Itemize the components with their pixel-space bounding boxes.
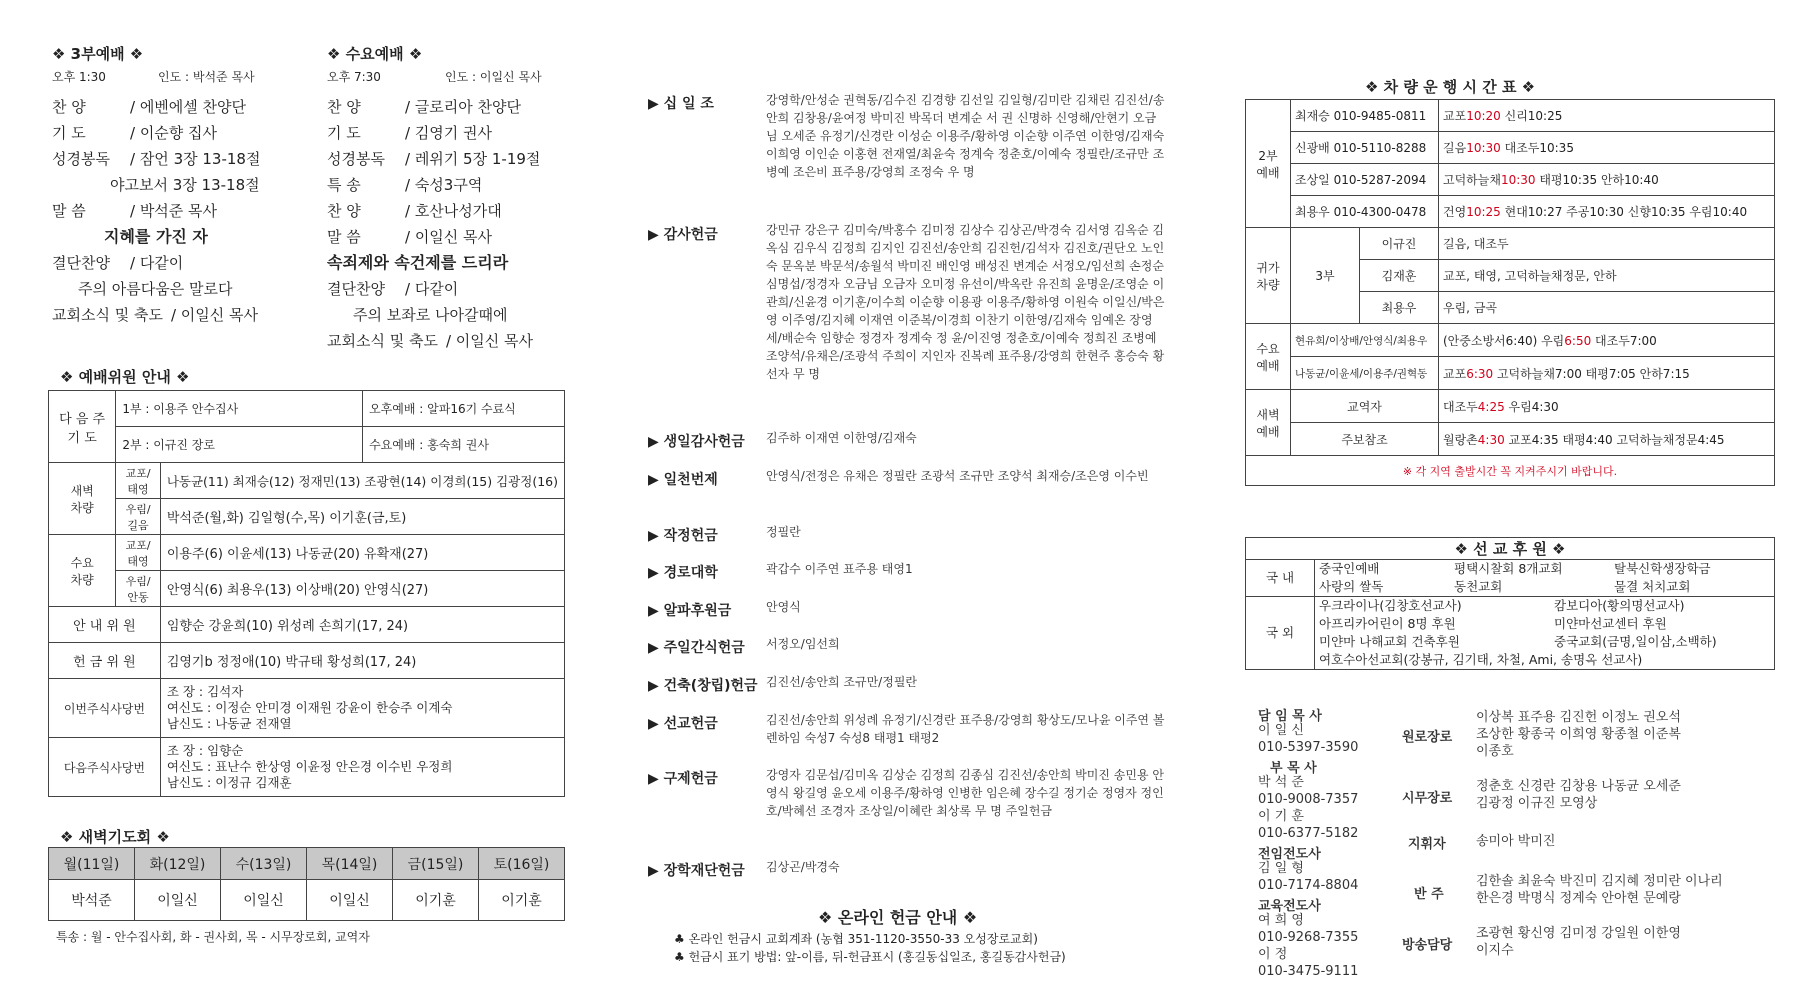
next-week-prayer-1: 1부 : 이용주 안수집사: [116, 391, 363, 427]
wednesday-item: 말 씀 / 이일신 목사: [327, 228, 493, 246]
wednesday-closing-song: 주의 보좌로 나아갈때에: [353, 306, 508, 324]
volunteers-title: ❖ 예배위원 안내 ❖: [60, 368, 190, 386]
worker-names: 송미아 박미진: [1476, 834, 1556, 849]
wednesday-sermon-title: 속죄제와 속건제를 드리라: [327, 253, 509, 272]
offering-label: ▶ 장학재단헌금: [648, 863, 745, 879]
bus-driver: 현유희/이상배/안영식/최용우: [1291, 324, 1439, 357]
dawn-prayer-title: ❖ 새벽기도회 ❖: [60, 828, 170, 846]
service3-item: 성경봉독 / 잠언 3장 13-18절: [52, 150, 261, 168]
bus-driver: 최재승 010-9485-0811: [1291, 100, 1439, 132]
staff-title: 교육전도사: [1258, 899, 1321, 914]
bus-route: (안중소방서6:40) 우림6:50 대조두7:00: [1439, 324, 1775, 357]
wed-vehicle-route: 우림/안동: [116, 571, 161, 607]
service3-closing: 결단찬양 / 다같이: [52, 254, 184, 272]
offering-names: 강영자 김문섭/김미옥 김상순 김정희 김종심 김진선/송안희 박미진 송민용 안영식 왕길영 윤오세 이용주/황하영 인병한 임은혜 장수길 정기순 정영자 정인호/박혜선 조경자 조상일/이혜란 최상록 무 명 주일헌금: [766, 768, 1164, 818]
dawn-preacher: 이일신: [135, 880, 221, 921]
online-offering-title: ❖ 온라인 헌금 안내 ❖: [818, 908, 978, 927]
wednesday-time: 오후 7:30: [327, 70, 381, 84]
bus-driver: 최용우: [1360, 292, 1439, 324]
offering-names: 강민규 강은구 김미숙/박홍수 김미정 김상수 김상곤/박경숙 김서영 김옥순 김옥심 김우식 김정희 김지인 김진선/송안희 김진헌/김석자 김진호/권단오 노인숙 문옥분 박문석/송월석 박미진 배인영 배성진 변계순 서정오/임선희 손정순 심명섭/정경자 오금님 오금자 오미정 유선이/박옥란 유진희 윤명운/조영순 이관희/신윤경 이기훈/이수희 이순향 이용광 이용주/황하영 이원숙 이일신/박은영 이주영/김지혜 이재연 이준복/이경희 이찬기 이한영/김재숙 임예온 장영세/배순숙 임향순 정경자 정계숙 정 윤/이진영 정춘호/이예숙 정희진 조병예 조양석/유채은/조광석 주희이 지인자 진복례 표주용/강영희 한현주 홍승숙 황선자 무 명: [766, 223, 1165, 381]
offering-label: ▶ 일천번제: [648, 472, 718, 488]
bus-2nd-service-label: 2부 예배: [1246, 100, 1291, 228]
bus-route: 우림, 금곡: [1439, 292, 1775, 324]
bus-driver: 주보참조: [1291, 423, 1439, 456]
dawn-preacher: 박석준: [49, 880, 135, 921]
offering-label: ▶ 십 일 조: [648, 96, 714, 112]
staff-name: 이 기 훈: [1258, 809, 1304, 824]
staff-name: 여 희 영: [1258, 913, 1304, 928]
service3-leader: 인도 : 박석준 목사: [158, 70, 255, 84]
bus-route: 월랑촌4:30 교포4:35 태평4:40 고덕하늘채정문4:45: [1439, 423, 1775, 456]
service3-sermon-title: 지혜를 가진 자: [104, 227, 208, 246]
staff-title: 부 목 사: [1270, 761, 1317, 776]
wednesday-leader: 인도 : 이일신 목사: [445, 70, 542, 84]
dawn-vehicle-route: 우림/길음: [116, 499, 161, 535]
bus-dawn-label: 새벽 예배: [1246, 390, 1291, 456]
offering-label: ▶ 경로대학: [648, 565, 718, 581]
mission-domestic-label: 국 내: [1246, 560, 1315, 597]
wednesday-item: 찬 양 / 글로리아 찬양단: [327, 98, 522, 116]
offering-names: 김주하 이재연 이한영/김재숙: [766, 431, 917, 445]
staff-phone: 010-3475-9111: [1258, 964, 1359, 979]
next-week-prayer-wednesday: 수요예배 : 홍숙희 권사: [363, 427, 565, 463]
service3-section: [52, 43, 292, 328]
bus-route: 대조두4:25 우림4:30: [1439, 390, 1775, 423]
offering-label: ▶ 알파후원금: [648, 603, 732, 619]
offering-label: ▶ 건축(창립)헌금: [648, 678, 758, 694]
elder-names: 정춘호 신경란 김창용 나동균 오세준 김광정 이규진 모영상: [1476, 779, 1681, 811]
bus-home-sub: 3부: [1291, 228, 1360, 324]
wednesday-title: ❖ 수요예배 ❖: [327, 45, 423, 63]
bus-home-label: 귀가 차량: [1246, 228, 1291, 324]
dawn-day: 화(12일): [135, 848, 221, 880]
bus-driver: 나동균/이윤세/이용주/권혁동: [1291, 357, 1439, 390]
dawn-vehicle-route: 교포/태영: [116, 463, 161, 499]
offering-label: ▶ 작정헌금: [648, 528, 718, 544]
worker-label: 방송담당: [1402, 938, 1453, 953]
guide-committee-names: 임향순 강윤희(10) 위성례 손희기(17, 24): [160, 607, 564, 643]
dawn-prayer-table: [48, 847, 565, 921]
dawn-vehicle-label: 새벽 차량: [49, 463, 116, 535]
dawn-preacher: 이기훈: [393, 880, 479, 921]
bus-note: ※ 각 지역 출발시간 꼭 지켜주시기 바랍니다.: [1246, 456, 1775, 486]
service3-title: ❖ 3부예배 ❖: [52, 45, 144, 63]
volunteers-table: [48, 390, 565, 797]
dawn-day: 월(11일): [49, 848, 135, 880]
elder-label: 시무장로: [1402, 791, 1453, 806]
service3-closing: 교회소식 및 축도 / 이일신 목사: [52, 306, 259, 324]
bus-route: 길음, 대조두: [1439, 228, 1775, 260]
bus-driver: 김재훈: [1360, 260, 1439, 292]
bus-route: 길음10:30 대조두10:35: [1439, 132, 1775, 164]
meal-duty-this-week-label: 이번주식사당번: [49, 679, 161, 738]
mission-international: 우크라이나(김창호선교사) 캄보디아(황의명선교사) 아프리카어린이 8명 후원 미얀마선교센터 후원 미얀마 나해교회 건축후원 중국교회(금명,일이삼,소백하) 여호수아선교회(강봉규, 김기태, 차철, Ami, 송명옥 선교사): [1315, 597, 1775, 670]
bus-driver: 조상일 010-5287-2094: [1291, 164, 1439, 196]
staff-phone: 010-9008-7357: [1258, 792, 1359, 807]
staff-name: 이 정: [1258, 947, 1288, 962]
dawn-preacher: 이기훈: [479, 880, 565, 921]
worker-label: 반 주: [1414, 887, 1444, 902]
staff-phone: 010-5397-3590: [1258, 740, 1359, 755]
wednesday-item: 특 송 / 숙성3구역: [327, 176, 483, 194]
service3-closing-song: 주의 아름다움은 말로다: [78, 280, 233, 298]
next-week-prayer-afternoon: 오후예배 : 알파16기 수료식: [363, 391, 565, 427]
wednesday-closing: 교회소식 및 축도 / 이일신 목사: [327, 332, 534, 350]
bus-route: 교포10:20 신리10:25: [1439, 100, 1775, 132]
offering-names: 김상곤/박경숙: [766, 860, 840, 874]
next-week-prayer-2: 2부 : 이규진 장로: [116, 427, 363, 463]
offering-label: ▶ 선교헌금: [648, 716, 718, 732]
dawn-day: 목(14일): [307, 848, 393, 880]
dawn-vehicle-drivers: 박석준(월,화) 김일형(수,목) 이기훈(금,토): [160, 499, 564, 535]
wed-vehicle-label: 수요 차량: [49, 535, 116, 607]
bus-wed-label: 수요 예배: [1246, 324, 1291, 390]
offering-names: 강영학/안성순 권혁동/김수진 김경향 김선일 김일형/김미란 김채린 김진선/송안희 김창용/윤여정 박미진 박목더 변계순 서 권 신명하 신영해/안현기 오금님 오세준 유정기/신경란 이성순 이용주/황하영 이순향 이주연 이한영/김재숙 이희영 이인순 이홍현 전재열/최윤숙 정계숙 정춘호/이예숙 정필란/조규만 조병예 조은비 표주용/강영희 조정숙 우 명: [766, 93, 1165, 179]
online-notation-line: ♣ 헌금시 표기 방법: 앞-이름, 뒤-헌금표시 (홍길동십일조, 홍길동감사헌금): [674, 950, 1066, 964]
offering-label: ▶ 감사헌금: [648, 227, 718, 243]
bus-driver: 교역자: [1291, 390, 1439, 423]
worker-names: 조광현 황신영 김미정 강일원 이한영 이지수: [1476, 926, 1681, 958]
offering-names: 곽갑수 이주연 표주용 태영1: [766, 562, 913, 576]
guide-committee-label: 안 내 위 원: [49, 607, 161, 643]
wed-vehicle-drivers: 이용주(6) 이윤세(13) 나동균(20) 유확재(27): [160, 535, 564, 571]
bus-route: 건영10:25 현대10:27 주공10:30 신향10:35 우림10:40: [1439, 196, 1775, 228]
wednesday-closing: 결단찬양 / 다같이: [327, 280, 459, 298]
staff-section: [1258, 705, 1778, 985]
elder-names: 이상복 표주용 김진헌 이정노 권오석 조상한 황종국 이희영 황종철 이준복 이종호: [1476, 710, 1681, 759]
dawn-preacher: 이일신: [307, 880, 393, 921]
bus-driver: 신광배 010-5110-8288: [1291, 132, 1439, 164]
mission-domestic: 중국인예배 평택시찰회 8개교회 탈북신학생장학금 사랑의 쌀독 동천교회 물결 처치교회: [1315, 560, 1775, 597]
mission-title: ❖ 선 교 후 원 ❖: [1246, 538, 1775, 560]
staff-title: 전임전도사: [1258, 847, 1321, 862]
bus-schedule-table: [1245, 99, 1775, 486]
service3-item: 찬 양 / 에벤에셀 찬양단: [52, 98, 247, 116]
offering-label: ▶ 생일감사헌금: [648, 434, 745, 450]
worker-label: 지휘자: [1408, 837, 1446, 852]
bus-route: 교포, 태영, 고덕하늘채정문, 안하: [1439, 260, 1775, 292]
dawn-day: 수(13일): [221, 848, 307, 880]
staff-phone: 010-7174-8804: [1258, 878, 1359, 893]
offering-committee-label: 헌 금 위 원: [49, 643, 161, 679]
dawn-preacher: 이일신: [221, 880, 307, 921]
offering-names: 서정오/임선희: [766, 637, 840, 651]
mission-table: [1245, 537, 1775, 670]
elder-label: 원로장로: [1402, 730, 1453, 745]
dawn-special-song-note: 특송 : 월 - 안수집사회, 화 - 권사회, 목 - 시무장로회, 교역자: [56, 930, 370, 944]
staff-phone: 010-9268-7355: [1258, 930, 1359, 945]
mission-international-label: 국 외: [1246, 597, 1315, 670]
bus-route: 교포6:30 고덕하늘채7:00 태평7:05 안하7:15: [1439, 357, 1775, 390]
meal-duty-this-week: 조 장 : 김석자 여신도 : 이정순 안미경 이재원 강윤이 한승주 이계숙 남신도 : 나동균 전재열: [160, 679, 564, 738]
offering-list: [648, 0, 1168, 992]
bus-driver: 최용우 010-4300-0478: [1291, 196, 1439, 228]
staff-name: 김 일 형: [1258, 861, 1304, 876]
offering-label: ▶ 주일간식헌금: [648, 640, 745, 656]
service3-time: 오후 1:30: [52, 70, 106, 84]
wednesday-item: 찬 양 / 호산나성가대: [327, 202, 502, 220]
offering-names: 정필란: [766, 525, 801, 539]
worker-names: 김한솔 최윤숙 박진미 김지혜 정미란 이나리 한은경 박명식 정계숙 안아현 문예랑: [1476, 874, 1723, 906]
offering-names: 안영식/전정은 유채은 정필란 조광석 조규만 조양석 최재승/조은영 이수빈: [766, 469, 1149, 483]
bus-driver: 이규진: [1360, 228, 1439, 260]
online-account-line: ♣ 온라인 헌금시 교회계좌 (농협 351-1120-3550-33 오성장로교회): [674, 932, 1038, 946]
service3-item: 기 도 / 이순향 집사: [52, 124, 218, 142]
next-week-prayer-label: 다 음 주 기 도: [49, 391, 116, 463]
bus-route: 고덕하늘채10:30 태평10:35 안하10:40: [1439, 164, 1775, 196]
bus-schedule-title: ❖ 차 량 운 행 시 간 표 ❖: [1365, 78, 1536, 96]
staff-name: 박 석 준: [1258, 775, 1304, 790]
staff-phone: 010-6377-5182: [1258, 826, 1359, 841]
dawn-day: 토(16일): [479, 848, 565, 880]
dawn-day: 금(15일): [393, 848, 479, 880]
offering-names: 김진선/송안희 조규만/정필란: [766, 675, 918, 689]
wednesday-item: 성경봉독 / 레위기 5장 1-19절: [327, 150, 541, 168]
wed-vehicle-route: 교포/태영: [116, 535, 161, 571]
offering-names: 김진선/송안희 위성례 유정기/신경란 표주용/강영희 황상도/모나윤 이주연 볼렌하임 숙성7 숙성8 태평1 태평2: [766, 713, 1165, 745]
offering-committee-names: 김영기b 정정애(10) 박규태 황성희(17, 24): [160, 643, 564, 679]
staff-name: 이 일 신: [1258, 723, 1304, 738]
meal-duty-next-week-label: 다음주식사당번: [49, 738, 161, 797]
service3-scripture2: 야고보서 3장 13-18절: [110, 176, 260, 194]
offering-names: 안영식: [766, 600, 801, 614]
wed-vehicle-drivers: 안영식(6) 최용우(13) 이상배(20) 안영식(27): [160, 571, 564, 607]
staff-title: 담 임 목 사: [1258, 709, 1322, 724]
wednesday-section: [327, 43, 572, 354]
wednesday-item: 기 도 / 김영기 권사: [327, 124, 493, 142]
service3-sermon: 말 씀 / 박석준 목사: [52, 202, 218, 220]
dawn-vehicle-drivers: 나동균(11) 최재승(12) 정재민(13) 조광현(14) 이경희(15) 김광정(16): [160, 463, 564, 499]
meal-duty-next-week: 조 장 : 임향순 여신도 : 표난수 한상영 이윤정 안은경 이수빈 우정희 남신도 : 이정규 김재훈: [160, 738, 564, 797]
offering-label: ▶ 구제헌금: [648, 771, 718, 787]
